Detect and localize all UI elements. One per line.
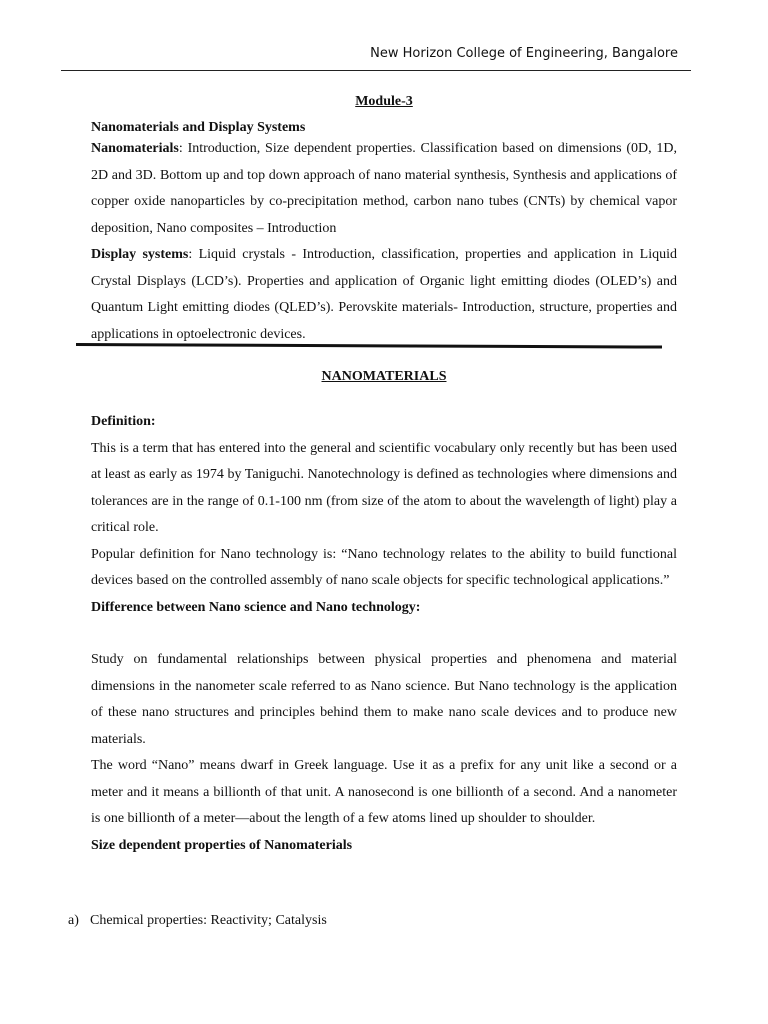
difference-paragraph-2: The word “Nano” means dwarf in Greek language. Use it as a prefix for any unit like a second or a meter and it means a billionth of that unit. A nanosecond is one billionth of a second. And a nanometer is one billionth of a meter—about the length of a few atoms lined up shoulder to shoulder. bbox=[91, 758, 677, 826]
difference-heading: Difference between Nano science and Nano technology: bbox=[91, 599, 421, 615]
definition-paragraph-2: Popular definition for Nano technology is: “Nano technology relates to the ability to build functional devices based on the controlled assembly of nano scale objects for specific technological applications.” bbox=[91, 546, 677, 588]
display-syllabus bbox=[91, 242, 677, 348]
display-label: Display systems bbox=[91, 247, 189, 262]
module-subtitle: Nanomaterials and Display Systems bbox=[91, 120, 306, 135]
display-text: : Liquid crystals - Introduction, classification, properties and application in Liquid Crystal Displays (LCD’s). Properties and application of Organic light emitting diodes (OLED’s) and Quantum Light emitting diodes (QLED’s). Perovskite materials- Introduction, structure, properties and applications in optoelectronic devices. bbox=[91, 247, 677, 342]
syllabus-block bbox=[91, 119, 677, 348]
nanomaterials-text: : Introduction, Size dependent properties. Classification based on dimensions (0D, 1D, 2D and 3D. Bottom up and top down approach of nano material synthesis, Synthesis and applications of copper oxide nanoparticles by co-precipitation method, carbon nano tubes (CNTs) by chemical vapor deposition, Nano composites – Introduction bbox=[91, 141, 677, 236]
module-title: Module-3 bbox=[355, 94, 413, 109]
difference-paragraph-1: Study on fundamental relationships between physical properties and phenomena and material dimensions in the nanometer scale referred to as Nano science. But Nano technology is the application of these nano structures and principles behind them to make nano scale devices and to produce new materials. bbox=[91, 652, 677, 747]
section-body bbox=[91, 409, 677, 859]
list-item-text: Chemical properties: Reactivity; Catalysis bbox=[90, 913, 327, 928]
nanomaterials-label: Nanomaterials bbox=[91, 141, 179, 156]
list-marker: a) bbox=[68, 913, 79, 928]
definition-heading: Definition: bbox=[91, 414, 156, 429]
section-heading: NANOMATERIALS bbox=[321, 369, 447, 384]
header-divider bbox=[61, 70, 691, 71]
nanomaterials-syllabus bbox=[91, 136, 677, 242]
list-item bbox=[68, 908, 668, 935]
page-header: New Horizon College of Engineering, Bangalore bbox=[370, 46, 678, 61]
definition-paragraph-1: This is a term that has entered into the general and scientific vocabulary only recently but has been used at least as early as 1974 by Taniguchi. Nanotechnology is defined as technologies where dimensions and tolerances are in the range of 0.1-100 nm (from size of the atom to about the wavelength of light) play a critical role. bbox=[91, 440, 677, 535]
size-properties-heading: Size dependent properties of Nanomaterials bbox=[91, 837, 353, 853]
